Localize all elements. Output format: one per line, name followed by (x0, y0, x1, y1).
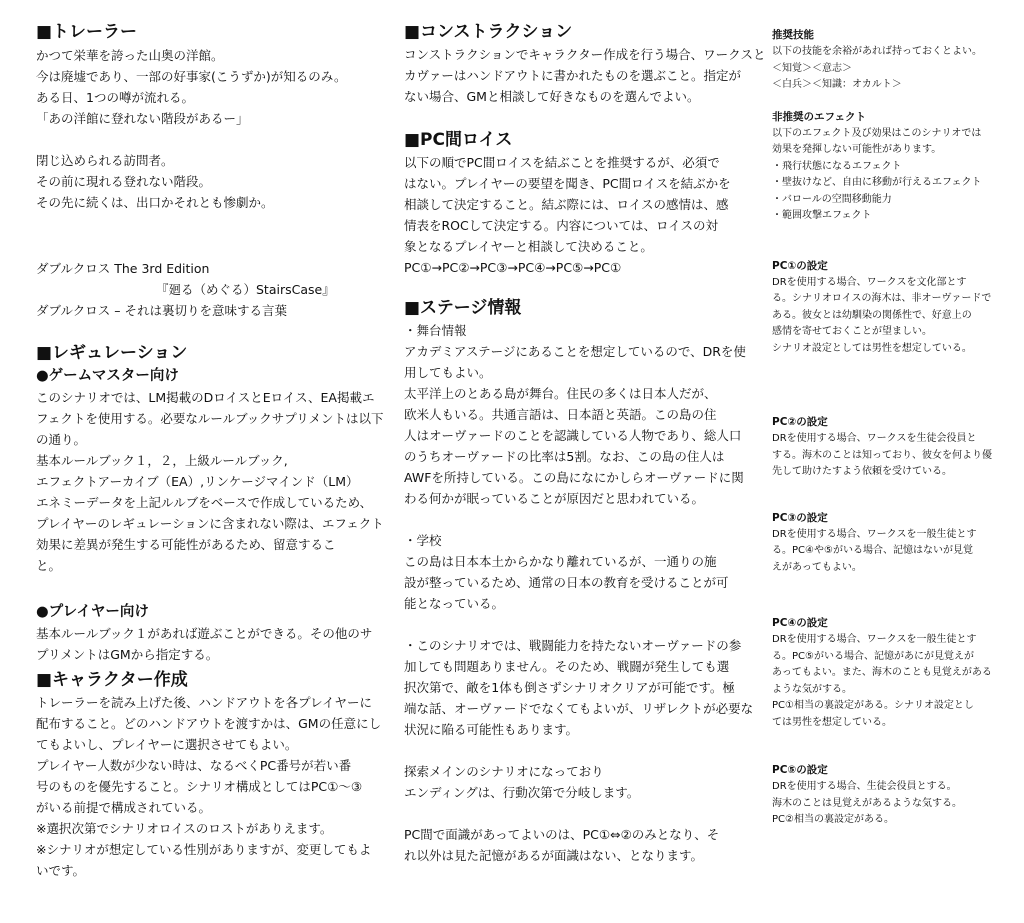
regulation-heading: ■レギュレーション (36, 343, 188, 363)
stage-heading: ■ステージ情報 (404, 298, 522, 318)
construction-section (404, 20, 766, 107)
character-line: てもよいし、プレイヤーに選択させてもよい。 (36, 737, 298, 752)
stage-line (404, 614, 756, 635)
character-section (36, 668, 382, 881)
pc-lois-text (404, 152, 756, 278)
character-line: がいる前提で構成されている。 (36, 800, 212, 815)
pc-lois-line: 相談して決定すること。結ぶ際には、ロイスの感情は、感 (404, 197, 729, 212)
recommended-skills-line: ＜知覚＞＜意志＞ (772, 62, 852, 74)
character-line: ※シナリオが想定している性別がありますが、変更してもよ (36, 842, 372, 857)
not-recommended-heading: 非推奨のエフェクト (772, 110, 866, 123)
gm-line: 効果に差異が発生する可能性があるため、留意するこ (36, 537, 336, 552)
pc4-settings-text (772, 632, 994, 731)
pc2-settings-heading: PC②の設定 (772, 416, 828, 428)
stage-line: 設が整っているため、通常の日本の教育を受けることが可 (404, 575, 729, 590)
stage-line (404, 803, 756, 824)
construction-line: ない場合、GMと相談して好きなものを選んでよい。 (404, 89, 700, 104)
scenario-title: 『廻る（めぐる）StairsCase』 (156, 282, 335, 297)
recommended-skills-line: ＜白兵＞＜知識：オカルト＞ (772, 79, 902, 90)
player-line: 基本ルールブック１があれば遊ぶことができる。その他のサ (36, 626, 373, 641)
not-recommended-line: 以下のエフェクト及び効果はこのシナリオでは (772, 127, 982, 139)
gm-heading: ●ゲームマスター向け (36, 368, 179, 384)
stage-line: ・このシナリオでは、戦闘能力を持たないオーヴァードの参 (404, 638, 742, 653)
system-name: ダブルクロス The 3rd Edition (36, 261, 210, 276)
not-recommended-line: ・バロールの空間移動能力 (772, 193, 892, 205)
gm-line: このシナリオでは、LM掲載のDロイスとEロイス、EA掲載エ (36, 390, 375, 405)
trailer-heading: ■トレーラー (36, 22, 138, 42)
pc3-settings-line: る。PC④や⑤がいる場合、記憶はないが見覚 (772, 545, 973, 556)
stage-line: れ以外は見た記憶があるが面識はない、となります。 (404, 848, 704, 863)
title-block (36, 258, 382, 321)
gm-line: フェクトを使用する。必要なルールブックサプリメントは以下 (36, 411, 384, 426)
stage-line (404, 509, 756, 530)
stage-line: PC間で面識があってよいのは、PC①⇔②のみとなり、そ (404, 827, 720, 842)
regulation-section (36, 341, 382, 665)
pc3-settings-heading: PC③の設定 (772, 511, 828, 524)
pc3-settings (772, 509, 994, 577)
stage-line: 加しても問題ありません。そのため、戦闘が発生しても選 (404, 659, 730, 674)
pc-lois-line: 以下の順でPC間ロイスを結ぶことを推奨するが、必須で (404, 155, 720, 170)
gm-line: の通り。 (36, 432, 87, 447)
pc1-settings-line: シナリオ設定としては男性を想定している。 (772, 342, 972, 354)
player-line: プリメントはGMから指定する。 (36, 647, 219, 662)
stage-text (404, 320, 756, 866)
stage-line: エンディングは、行動次第で分岐します。 (404, 785, 640, 800)
construction-text (404, 44, 766, 107)
not-recommended-section (772, 108, 994, 225)
stage-line: のうちオーヴァードの比率は5割。なお、この島の住人は (404, 449, 725, 464)
stage-line: ・舞台情報 (404, 323, 467, 338)
trailer-line: その前に現れる登れない階段。 (36, 174, 212, 189)
pc4-settings-line: あってもよい。また、海木のことも見覚えがある (772, 667, 992, 678)
pc4-settings-line: る。PC⑤がいる場合、記憶があにが見覚えが (772, 650, 974, 662)
pc2-settings-line: 先して助けたすよう依頼を受けている。 (772, 466, 952, 477)
pc-lois-line: 情表をROCして決定する。内容については、ロイスの対 (404, 218, 719, 233)
recommended-skills-section (772, 26, 994, 94)
pc3-settings-line: DRを使用する場合、ワークスを一般生徒とす (772, 528, 977, 540)
stage-line: アカデミアステージにあることを想定しているので、DRを使 (404, 344, 746, 359)
stage-line: 状況に陥る可能性もあります。 (404, 722, 579, 737)
stage-line: 人はオーヴァードのことを認識している人物であり、総人口 (404, 428, 742, 443)
trailer-line: 今は廃墟であり、一部の好事家(こうずか)が知るのみ。 (36, 69, 347, 84)
pc1-settings-line: ある。彼女とは幼馴染の関係性で、好意上の (772, 309, 972, 321)
stage-line: この島は日本本土からかなり離れているが、一通りの施 (404, 554, 717, 569)
gm-line: エフェクトアーカイブ（EA）,リンケージマインド（LM） (36, 474, 359, 489)
recommended-skills-heading: 推奨技能 (772, 29, 814, 41)
not-recommended-line: ・飛行状態になるエフェクト (772, 160, 902, 172)
trailer-line: かつて栄華を誇った山奥の洋館。 (36, 48, 224, 63)
construction-line: コンストラクションでキャラクター作成を行う場合、ワークスと (404, 47, 766, 62)
pc-lois-line: 象となるプレイヤーと相談して決めること。 (404, 239, 653, 254)
recommended-skills-text (772, 44, 994, 94)
pc5-settings-line: DRを使用する場合、生徒会役員とする。 (772, 781, 957, 792)
column-middle (404, 20, 766, 866)
character-line: プレイヤー人数が少ない時は、なるべくPC番号が若い番 (36, 758, 352, 773)
pc1-settings-line: る。シナリオロイスの海木は、非オーヴァードで (772, 293, 992, 304)
pc5-settings (772, 761, 994, 829)
character-heading: ■キャラクター作成 (36, 670, 188, 690)
pc-lois-heading: ■PC間ロイス (404, 130, 513, 150)
stage-line: 択次第で、敵を1体も倒さずシナリオクリアが可能です。極 (404, 680, 735, 695)
character-line: 号のものを優先すること。シナリオ構成としてはPC①～③ (36, 779, 363, 794)
pc4-settings-heading: PC④の設定 (772, 617, 828, 629)
pc1-settings-line: DRを使用する場合、ワークスを文化部とす (772, 276, 967, 288)
gm-line: プレイヤーのレギュレーションに含まれない際は、エフェクト (36, 516, 384, 531)
pc4-settings-line: DRを使用する場合、ワークスを一般生徒とす (772, 634, 977, 645)
pc5-settings-line: PC②相当の裏設定がある。 (772, 814, 894, 825)
pc4-settings-line: ては男性を想定している。 (772, 716, 892, 728)
stage-line: 欧米人もいる。共通言語は、日本語と英語。この島の住 (404, 407, 717, 422)
pc1-settings (772, 257, 994, 358)
trailer-line: その先に続くは、出口かそれとも惨劇か。 (36, 195, 274, 210)
trailer-text (36, 45, 382, 213)
column-left (36, 20, 382, 881)
not-recommended-line: ・範囲攻撃エフェクト (772, 210, 872, 221)
character-line: いです。 (36, 863, 86, 878)
trailer-line: ある日、1つの噂が流れる。 (36, 90, 194, 105)
pc-lois-section (404, 128, 756, 278)
construction-line: カヴァーはハンドアウトに書かれたものを選ぶこと。指定が (404, 68, 742, 83)
pc4-settings-line: ような気がする。 (772, 683, 852, 695)
stage-line (404, 740, 756, 761)
gm-line: エネミーデータを上記ルルブをベースで作成しているため、 (36, 495, 373, 510)
stage-line: 能となっている。 (404, 596, 505, 611)
tagline: ダブルクロス – それは裏切りを意味する言葉 (36, 303, 287, 318)
pc2-settings-line: DRを使用する場合、ワークスを生徒会役員と (772, 433, 977, 444)
pc1-settings-heading: PC①の設定 (772, 259, 828, 272)
pc5-settings-text (772, 779, 994, 829)
pc-lois-order: PC①→PC②→PC③→PC④→PC⑤→PC① (404, 260, 622, 275)
stage-line: ・学校 (404, 533, 442, 548)
not-recommended-line: ・壁抜けなど、自由に移動が行えるエフェクト (772, 177, 982, 188)
construction-heading: ■コンストラクション (404, 22, 573, 42)
gm-line: 基本ルールブック１，２，上級ルールブック, (36, 453, 288, 468)
pc1-settings-text (772, 275, 994, 358)
character-text (36, 692, 382, 881)
not-recommended-text (772, 126, 994, 225)
column-right (772, 26, 994, 829)
trailer-section (36, 20, 382, 213)
character-line: 配布すること。どのハンドアウトを渡すかは、GMの任意にし (36, 716, 382, 731)
pc4-settings (772, 614, 994, 731)
stage-line: 太平洋上のとある島が舞台。住民の多くは日本人だが、 (404, 386, 717, 401)
pc5-settings-heading: PC⑤の設定 (772, 764, 828, 776)
stage-line: 用してもよい。 (404, 365, 492, 380)
pc4-settings-line: PC①相当の裏設定がある。シナリオ設定とし (772, 700, 974, 711)
pc2-settings (772, 413, 994, 481)
stage-line: AWFを所持している。この島になにかしらオーヴァードに関 (404, 470, 744, 485)
pc3-settings-line: えがあってもよい。 (772, 561, 862, 573)
character-line: ※選択次第でシナリオロイスのロストがありえます。 (36, 821, 333, 836)
player-text (36, 623, 382, 665)
not-recommended-line: 効果を発揮しない可能性があります。 (772, 144, 942, 155)
trailer-line (36, 129, 382, 150)
stage-line: 探索メインのシナリオになっており (404, 764, 604, 779)
pc1-settings-line: 感情を寄せておくことが望ましい。 (772, 326, 932, 337)
pc-lois-line: はない。プレイヤーの要望を聞き、PC間ロイスを結ぶかを (404, 176, 731, 191)
gm-line: と。 (36, 558, 62, 573)
pc3-settings-text (772, 527, 994, 577)
pc5-settings-line: 海木のことは見覚えがあるような気する。 (772, 797, 962, 809)
stage-line: 端な話、オーヴァードでなくてもよいが、リザレクトが必要な (404, 701, 754, 716)
player-heading: ●プレイヤー向け (36, 604, 149, 620)
character-line: トレーラーを読み上げた後、ハンドアウトを各プレイヤーに (36, 695, 373, 710)
gm-text (36, 387, 382, 576)
stage-section (404, 296, 756, 866)
trailer-line: 「あの洋館に登れない階段があるー」 (36, 111, 249, 126)
trailer-line: 閉じ込められる訪問者。 (36, 153, 174, 168)
recommended-skills-line: 以下の技能を余裕があれば持っておくとよい。 (772, 46, 982, 57)
pc2-settings-text (772, 431, 994, 481)
pc2-settings-line: する。海木のことは知っており、彼女を何より優 (772, 449, 992, 461)
stage-line: わる何かが眠っていることが原因だと思われている。 (404, 491, 705, 506)
